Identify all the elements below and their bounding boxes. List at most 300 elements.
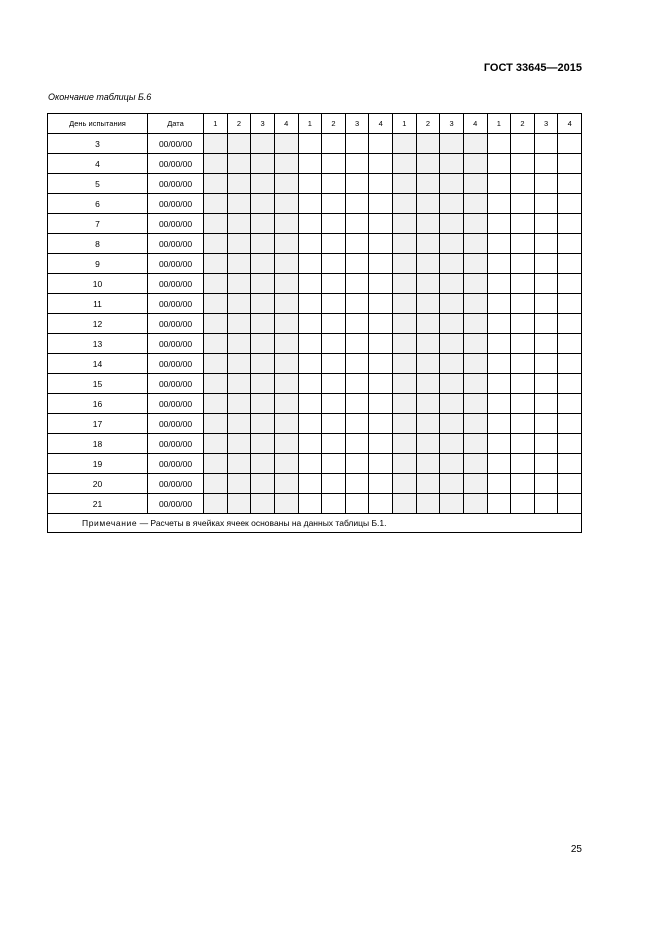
table-row	[48, 234, 582, 254]
value-cell	[227, 134, 251, 154]
value-cell	[227, 154, 251, 174]
value-cell	[487, 234, 511, 254]
value-cell	[298, 234, 322, 254]
value-cell	[416, 414, 440, 434]
date-cell: 00/00/00	[148, 234, 204, 254]
table-row	[48, 474, 582, 494]
value-cell	[487, 154, 511, 174]
value-cell	[534, 254, 558, 274]
value-cell	[558, 154, 582, 174]
value-cell	[487, 274, 511, 294]
value-cell	[463, 354, 487, 374]
table-row	[48, 154, 582, 174]
value-cell	[440, 434, 464, 454]
date-cell: 00/00/00	[148, 474, 204, 494]
value-cell	[251, 414, 275, 434]
value-cell	[440, 134, 464, 154]
value-cell	[487, 394, 511, 414]
value-cell	[511, 454, 535, 474]
value-cell	[227, 334, 251, 354]
value-cell	[251, 154, 275, 174]
header-date: Дата	[148, 114, 204, 134]
value-cell	[274, 414, 298, 434]
value-cell	[322, 174, 346, 194]
value-cell	[274, 154, 298, 174]
value-cell	[251, 314, 275, 334]
value-cell	[251, 434, 275, 454]
value-cell	[322, 454, 346, 474]
value-cell	[534, 334, 558, 354]
table-row	[48, 454, 582, 474]
value-cell	[274, 454, 298, 474]
value-cell	[440, 294, 464, 314]
day-cell: 15	[48, 374, 148, 394]
value-cell	[369, 334, 393, 354]
value-cell	[463, 474, 487, 494]
value-cell	[251, 174, 275, 194]
value-cell	[487, 374, 511, 394]
value-cell	[204, 234, 228, 254]
value-cell	[227, 234, 251, 254]
header-num: 2	[227, 114, 251, 134]
header-num: 1	[298, 114, 322, 134]
value-cell	[227, 434, 251, 454]
value-cell	[463, 154, 487, 174]
value-cell	[534, 274, 558, 294]
value-cell	[298, 494, 322, 514]
value-cell	[227, 314, 251, 334]
value-cell	[298, 194, 322, 214]
value-cell	[534, 214, 558, 234]
value-cell	[298, 214, 322, 234]
value-cell	[440, 314, 464, 334]
header-num: 3	[534, 114, 558, 134]
value-cell	[511, 134, 535, 154]
value-cell	[345, 474, 369, 494]
header-num: 3	[345, 114, 369, 134]
date-cell: 00/00/00	[148, 154, 204, 174]
table-row	[48, 414, 582, 434]
value-cell	[369, 494, 393, 514]
header-num: 3	[251, 114, 275, 134]
value-cell	[322, 274, 346, 294]
value-cell	[440, 174, 464, 194]
value-cell	[322, 154, 346, 174]
value-cell	[440, 194, 464, 214]
value-cell	[251, 374, 275, 394]
date-cell: 00/00/00	[148, 314, 204, 334]
value-cell	[298, 134, 322, 154]
value-cell	[345, 494, 369, 514]
value-cell	[487, 174, 511, 194]
value-cell	[534, 474, 558, 494]
value-cell	[204, 454, 228, 474]
date-cell: 00/00/00	[148, 394, 204, 414]
value-cell	[251, 134, 275, 154]
value-cell	[416, 154, 440, 174]
value-cell	[274, 394, 298, 414]
date-cell: 00/00/00	[148, 354, 204, 374]
value-cell	[534, 294, 558, 314]
header-num: 4	[369, 114, 393, 134]
value-cell	[487, 414, 511, 434]
value-cell	[416, 374, 440, 394]
value-cell	[251, 354, 275, 374]
value-cell	[534, 234, 558, 254]
value-cell	[440, 454, 464, 474]
value-cell	[393, 294, 417, 314]
note-text: — Расчеты в ячейках ячеек основаны на данных таблицы Б.1.	[137, 518, 387, 528]
value-cell	[369, 414, 393, 434]
value-cell	[251, 394, 275, 414]
header-num: 1	[393, 114, 417, 134]
value-cell	[227, 494, 251, 514]
value-cell	[345, 414, 369, 434]
value-cell	[204, 294, 228, 314]
value-cell	[511, 414, 535, 434]
table-row	[48, 334, 582, 354]
day-cell: 6	[48, 194, 148, 214]
value-cell	[204, 274, 228, 294]
value-cell	[463, 194, 487, 214]
value-cell	[322, 334, 346, 354]
value-cell	[440, 374, 464, 394]
value-cell	[369, 194, 393, 214]
value-cell	[369, 394, 393, 414]
table-row	[48, 374, 582, 394]
day-cell: 19	[48, 454, 148, 474]
value-cell	[511, 474, 535, 494]
value-cell	[227, 454, 251, 474]
value-cell	[558, 314, 582, 334]
table-caption: Окончание таблицы Б.6	[48, 92, 152, 102]
value-cell	[227, 474, 251, 494]
value-cell	[345, 214, 369, 234]
value-cell	[558, 274, 582, 294]
value-cell	[322, 134, 346, 154]
value-cell	[251, 274, 275, 294]
date-cell: 00/00/00	[148, 334, 204, 354]
value-cell	[369, 454, 393, 474]
day-cell: 8	[48, 234, 148, 254]
value-cell	[274, 374, 298, 394]
day-cell: 16	[48, 394, 148, 414]
value-cell	[298, 294, 322, 314]
value-cell	[534, 134, 558, 154]
value-cell	[393, 134, 417, 154]
value-cell	[274, 134, 298, 154]
value-cell	[440, 414, 464, 434]
value-cell	[345, 234, 369, 254]
page-number: 25	[570, 844, 582, 855]
value-cell	[322, 314, 346, 334]
value-cell	[393, 214, 417, 234]
value-cell	[558, 194, 582, 214]
value-cell	[416, 434, 440, 454]
header-num: 1	[487, 114, 511, 134]
table-row	[48, 494, 582, 514]
value-cell	[534, 394, 558, 414]
day-cell: 3	[48, 134, 148, 154]
value-cell	[558, 214, 582, 234]
value-cell	[487, 334, 511, 354]
value-cell	[204, 214, 228, 234]
value-cell	[227, 394, 251, 414]
value-cell	[558, 254, 582, 274]
value-cell	[393, 274, 417, 294]
date-cell: 00/00/00	[148, 134, 204, 154]
day-cell: 13	[48, 334, 148, 354]
value-cell	[416, 314, 440, 334]
value-cell	[511, 294, 535, 314]
value-cell	[558, 334, 582, 354]
value-cell	[369, 314, 393, 334]
value-cell	[369, 434, 393, 454]
table-row	[48, 194, 582, 214]
value-cell	[322, 194, 346, 214]
value-cell	[511, 374, 535, 394]
value-cell	[369, 134, 393, 154]
value-cell	[416, 494, 440, 514]
value-cell	[463, 454, 487, 474]
value-cell	[558, 234, 582, 254]
value-cell	[345, 434, 369, 454]
table-row	[48, 254, 582, 274]
value-cell	[204, 434, 228, 454]
value-cell	[369, 254, 393, 274]
value-cell	[416, 274, 440, 294]
value-cell	[345, 254, 369, 274]
value-cell	[393, 254, 417, 274]
value-cell	[298, 354, 322, 374]
header-num: 2	[322, 114, 346, 134]
document-id: ГОСТ 33645—2015	[483, 62, 582, 74]
value-cell	[204, 134, 228, 154]
value-cell	[511, 154, 535, 174]
value-cell	[345, 174, 369, 194]
header-num: 4	[463, 114, 487, 134]
value-cell	[274, 334, 298, 354]
value-cell	[511, 274, 535, 294]
value-cell	[393, 454, 417, 474]
value-cell	[369, 234, 393, 254]
value-cell	[227, 254, 251, 274]
value-cell	[251, 234, 275, 254]
date-cell: 00/00/00	[148, 274, 204, 294]
value-cell	[511, 254, 535, 274]
date-cell: 00/00/00	[148, 434, 204, 454]
value-cell	[463, 314, 487, 334]
value-cell	[463, 394, 487, 414]
value-cell	[298, 434, 322, 454]
date-cell: 00/00/00	[148, 254, 204, 274]
value-cell	[345, 454, 369, 474]
value-cell	[369, 174, 393, 194]
value-cell	[534, 174, 558, 194]
value-cell	[416, 394, 440, 414]
value-cell	[204, 334, 228, 354]
value-cell	[251, 494, 275, 514]
value-cell	[298, 374, 322, 394]
table-row	[48, 354, 582, 374]
header-num: 2	[416, 114, 440, 134]
value-cell	[393, 474, 417, 494]
value-cell	[345, 374, 369, 394]
value-cell	[204, 354, 228, 374]
value-cell	[487, 434, 511, 454]
value-cell	[393, 174, 417, 194]
value-cell	[298, 174, 322, 194]
value-cell	[204, 194, 228, 214]
day-cell: 14	[48, 354, 148, 374]
value-cell	[322, 434, 346, 454]
value-cell	[322, 374, 346, 394]
value-cell	[274, 274, 298, 294]
value-cell	[558, 354, 582, 374]
value-cell	[558, 414, 582, 434]
value-cell	[251, 334, 275, 354]
value-cell	[322, 294, 346, 314]
date-cell: 00/00/00	[148, 214, 204, 234]
value-cell	[204, 154, 228, 174]
value-cell	[298, 454, 322, 474]
value-cell	[369, 474, 393, 494]
value-cell	[369, 214, 393, 234]
table-row	[48, 274, 582, 294]
value-cell	[416, 234, 440, 254]
value-cell	[463, 434, 487, 454]
value-cell	[393, 234, 417, 254]
value-cell	[204, 374, 228, 394]
value-cell	[416, 254, 440, 274]
value-cell	[393, 354, 417, 374]
table-note	[48, 514, 582, 533]
value-cell	[204, 174, 228, 194]
value-cell	[511, 354, 535, 374]
value-cell	[298, 274, 322, 294]
value-cell	[416, 194, 440, 214]
value-cell	[440, 154, 464, 174]
value-cell	[204, 494, 228, 514]
value-cell	[416, 474, 440, 494]
header-num: 2	[511, 114, 535, 134]
value-cell	[534, 374, 558, 394]
value-cell	[511, 494, 535, 514]
value-cell	[534, 454, 558, 474]
header-num: 4	[558, 114, 582, 134]
day-cell: 4	[48, 154, 148, 174]
value-cell	[204, 414, 228, 434]
value-cell	[322, 414, 346, 434]
value-cell	[204, 314, 228, 334]
value-cell	[393, 314, 417, 334]
value-cell	[369, 274, 393, 294]
value-cell	[558, 454, 582, 474]
value-cell	[274, 174, 298, 194]
header-num: 3	[440, 114, 464, 134]
value-cell	[298, 334, 322, 354]
value-cell	[251, 194, 275, 214]
value-cell	[393, 154, 417, 174]
value-cell	[558, 474, 582, 494]
header-num: 1	[204, 114, 228, 134]
value-cell	[440, 334, 464, 354]
value-cell	[369, 354, 393, 374]
day-cell: 11	[48, 294, 148, 314]
value-cell	[274, 434, 298, 454]
value-cell	[534, 414, 558, 434]
value-cell	[558, 494, 582, 514]
value-cell	[345, 314, 369, 334]
value-cell	[463, 134, 487, 154]
value-cell	[393, 194, 417, 214]
value-cell	[511, 174, 535, 194]
date-cell: 00/00/00	[148, 414, 204, 434]
header-day: День испытания	[48, 114, 148, 134]
day-cell: 9	[48, 254, 148, 274]
value-cell	[274, 494, 298, 514]
table-row	[48, 294, 582, 314]
value-cell	[440, 274, 464, 294]
value-cell	[322, 394, 346, 414]
value-cell	[274, 234, 298, 254]
value-cell	[416, 294, 440, 314]
note-prefix: Примечание	[82, 518, 138, 528]
value-cell	[274, 294, 298, 314]
value-cell	[227, 214, 251, 234]
value-cell	[204, 474, 228, 494]
value-cell	[393, 434, 417, 454]
value-cell	[463, 494, 487, 514]
value-cell	[440, 394, 464, 414]
table-row	[48, 314, 582, 334]
value-cell	[440, 474, 464, 494]
value-cell	[487, 194, 511, 214]
value-cell	[227, 374, 251, 394]
data-table	[47, 113, 582, 533]
value-cell	[227, 354, 251, 374]
value-cell	[204, 254, 228, 274]
value-cell	[534, 314, 558, 334]
value-cell	[369, 154, 393, 174]
value-cell	[440, 234, 464, 254]
value-cell	[440, 494, 464, 514]
value-cell	[440, 214, 464, 234]
value-cell	[534, 154, 558, 174]
value-cell	[274, 214, 298, 234]
value-cell	[487, 254, 511, 274]
value-cell	[345, 354, 369, 374]
value-cell	[251, 474, 275, 494]
value-cell	[511, 394, 535, 414]
table-row	[48, 174, 582, 194]
value-cell	[251, 294, 275, 314]
value-cell	[274, 194, 298, 214]
value-cell	[298, 394, 322, 414]
date-cell: 00/00/00	[148, 374, 204, 394]
value-cell	[393, 334, 417, 354]
date-cell: 00/00/00	[148, 174, 204, 194]
value-cell	[345, 194, 369, 214]
value-cell	[322, 254, 346, 274]
value-cell	[463, 334, 487, 354]
value-cell	[558, 434, 582, 454]
value-cell	[345, 154, 369, 174]
value-cell	[274, 254, 298, 274]
value-cell	[322, 214, 346, 234]
table-row	[48, 394, 582, 414]
value-cell	[298, 474, 322, 494]
